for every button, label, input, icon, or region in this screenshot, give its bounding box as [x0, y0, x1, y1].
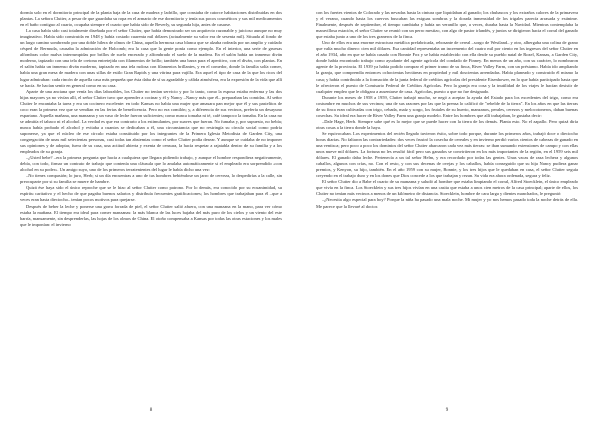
paragraph: dormía solo en el dormitorio principal de la planta baja de la casa de madera y ladrillo, que constaba de catorce habitaciones distribuidas en dos plantas. La señora Clutter, a pesar de que guardaba su ropa en el armario de ese dormitorio y tenía sus pocos cosméticos y sus mil medicamentos en el baño contiguo al cuarto, ocupaba siempre el cuarto que había sido de Beverly, su segunda hija, antes de casarse.: [20, 10, 282, 28]
paragraph: Durante los meses de 1958 a 1959, Clutter trabajó mucho, se negó a aceptar la ayuda del Estado para los excedentes del trigo, como era costumbre en muchos de sus vecinos; una de sus razones por las que la prensa lo calificó de "rebelde de la tierra". En los años en que las tierras de su finca eran cultivadas con trigo, cebada, maíz y sorgo, los frutales de su huerto, manzanos, perales, cerezos y melocotoneros, daban buenas cosechas. Su ideal era hacer de River Valley Farm una granja modelo. Entre los hombres que allí trabajaban, le gustaba decir:: [316, 94, 578, 118]
right-page: [316, 10, 578, 414]
paragraph: –¿Necesita algo especial para hoy? Porque la niña ha pasado una mala noche. Mi mujer y yo nos hemos pasado toda la noche detrás de ella. Me parece que la llevaré al doctor.: [316, 197, 578, 209]
paragraph: Uno de ellos era una enorme estructura metálica prefabricada, rebosante de cereal –sorgo de Westland– y otro, albergaba una colina de grano que valía mucho dinero: cien mil dólares. Esa cantidad representaba un incremento del cuatro mil por ciento en los ingresos del señor Clutter en el año 1934, año en que se había casado con Bonnie Fox y se había establecido con ella desde su pueblo natal de Rozel, Kansas, a Garden City, donde había encontrado trabajo como ayudante del agente agrícola del condado de Finney. En menos de un año, con su carácter, lo nombraron agente de la provincia. El 1939 ya había podido comprar el primer tramo de su finca, River Valley Farm, con un préstamo. Había ido ampliando la granja, que comprendía entonces ochocientas hectáreas en propiedad y mil doscientas arrendadas. Había planeado y construido él mismo la casa; y había contribuido a la formación de la junta federal de créditos agrícolas del presidente Eisenhower, en lo que había participado hasta que le ofrecieron el puesto de Comisario Federal de Créditos Agrícolas. Pero la granja era cosa y la inutilidad de los viajes le hacían desistir de cualquier empleo que le obligara a ausentarse de casa. Agrícolas, puesto a que no fue designado.: [316, 40, 578, 94]
paragraph: –Dale Hage, Herb. Siempre sabe qué es lo mejor que se puede hacer con la tierra de los demás. Planta esto. No el zapallo. Pero quizá diría otras cosas a la tierra donde la haya.: [316, 118, 578, 130]
right-page-number: 9: [445, 408, 449, 413]
left-page: [20, 10, 282, 414]
paragraph: con los fuertes vientos de Colorado y las nevadas hasta la cintura que liquidaban al ganado; los chubascos y los extraños calores de la primavera y el verano, cuando hasta los cuervos buscaban las exiguas sombras y la dorada inmensidad de los trigales parecía arrasada y exánime. Finalmente, después de septiembre, el tiempo cambiaba y había un veranillo que, a veces, duraba hasta la Navidad. Mientras contemplaba la maravillosa estación, el señor Clutter se reunió con un perro mestizo, con algo de pastor irlandés, y juntos se dirigieron hacia el corral del ganado que estaba junto a uno de los tres graneros de la finca.: [316, 10, 578, 40]
left-page-number: 8: [149, 408, 153, 413]
paragraph: El señor Clutter dio a Babe el cuarto de su manzana y saludó al hombre que estaba limpiando el corral, Alfred Stoecklein, el único empleado que vivía en la finca. Los Stoecklein y sus tres hijos vivían en una casita que estaba a unos cien metros de la casa principal; aparte de ellos, los Clutter no tenían más vecinos a menos de un kilómetro de distancia. Stoecklein, hombre de cara larga y dientes manchados, le preguntó:: [316, 179, 578, 197]
right-page-text: [316, 10, 578, 210]
left-page-text: [20, 10, 282, 228]
paragraph: La casa había sido casi totalmente diseñada por el señor Clutter, que había demostrado ser un arquitecto razonable y juicioso aunque no muy imaginativo. Había sido construida en 1948 y había costado cuarenta mil dólares (actualmente su valor era de sesenta mil). Situada al fondo de un largo camino sombreado por una doble hilera de olmos de China, aquella hermosa casa blanca que se alzaba rodeada por un amplio y cuidado césped de Bermuda, causaba la admiración de Holcomb; era la casa que la gente ponía como ejemplo. En el interior, una serie de gruesas alfombras color malva interrumpidas por brillos de suelo encerado y alfombrado el suelo de la madera. En el salón había un inmenso diván moderno, tapizado con una tela de cretona entretejida con filamentos de brillo; también una barra para el aperitivo, con el diván, con plantas. En el salón había un inmenso diván moderno, tapizado en una tela rudosa con filamentos brillantes, y en el comedor, donde la familia solía comer, había una gran mesa de madera con unas sillas de estilo Gran Rapids y una vitrina para vajilla. Era aquel el tipo de casa de la que los ricos del lugar admiraban: cada rincón de aquella casa más pequeña que ésta daba de sí su agradable y cálida atmósfera, era la expresión de la vida que allí se hacía. Se hacían sentir en general como en su casa.: [20, 28, 283, 88]
paragraph: Después de beber la leche y ponerse una gorra forrada de piel, el señor Clutter salió afuera, con una manzana en la mano, para ver cómo estaba la mañana. El tiempo era ideal para comer manzanas: la más blanca de las luces bajaba del más puro de los cielos y un viento del este barría, mansamente, sin desprenderlas, las hojas de los olmos de China. El otoño compensaba a Kansas por todas las otras estaciones y los males que le imponían: el invierno: [20, 203, 282, 227]
paragraph: Quizá ése haya sido el único reproche que se le hizo al señor Clutter como patrono. Por lo demás, era conocido por su ecuanimidad, su espíritu caritativo y el hecho de que pagaba buenos salarios y distribuía frecuentes gratificaciones; los hombres que trabajaban para él –que a veces eran hasta dieciocho– tenían pocos motivos para quejarse.: [20, 185, 282, 203]
paragraph: –No tienes compasión; lo juro, Herb; si un día encuentras a uno de tus hombres bebiéndose un jarro de cerveza, lo despedirías a la calle, sin preocuparte por si su familia se muere de hambre.: [20, 173, 282, 185]
paragraph: –¿Usted bebe? –era la primera pregunta que hacía a cualquiera que llegara pidiendo trabajo, y aunque el hombre respondiera negativamente, debía, con todo, firmar un contrato de trabajo que contenía una cláusula que lo anulaba automáticamente si el empleado era sorprendido «con alcohol en su poder». Un amigo suyo, uno de los primeros terratenientes del lugar le había dicho una vez:: [20, 155, 282, 173]
paragraph: Se equivocaban. Los experimentos del recién llegado tuvieron éxito, sobre todo porque, durante los primeros años, trabajó doce o dieciocho horas diarias. No faltaron las contrariedades: dos veces frustró la cosecha de cereales y en invierno perdió varios cientos de cabezas de ganado en una ventisca; pero poco a poco los dominios del señor Clutter abarcaron cada vez más tierras: se iban sumando extensiones de campo y con ellas unos nueve mil dólares. La fortuna no les resultó fácil pero sus ganados se convirtieron en los más importantes de la región, en el 1959 seis mil dólares. El ganado daba leche. Pertenecía a un tal señor Helm, y era recordado por todas las gentes. Unas vacas de raza lechera y algunos caballos, algunos con crías, no. Con el resto, y con sus decenas de ovejas y los caballos, había conseguido que su hija Nancy pudiera ganar premios, y Kenyon, su hijo, también. En el año 1959 con su mujer, Bonnie, y los tres hijos que le quedaban en casa, el señor Clutter seguía creyendo en el trabajo duro y en los dones que Dios concede a los que trabajan y rezan. Su vida era ahora ordenada, segura y feliz.: [316, 130, 578, 179]
paragraph: Aparte de una anciana que venía los días laborables, los Clutter no tenían servicio y por lo tanto, como la esposa estaba enferma y las dos hijas mayores ya no vivían allí, el señor Clutter tuvo que aprender a cocinar y él y Nancy –Nancy más que él– preparaban las comidas. Al señor Clutter le encantaba la tarea y era un cocinero excelente: en todo Kansas no había una mujer que amasara pan mejor que él y sus pastelitos de coco eran la primera vez que se vendían en las ferias de beneficencia. Pero no era comilón; y, a diferencia de sus vecinos, prefería un desayuno espartano. Aquella mañana, una manzana y un vaso de leche fueron suficientes; como nunca tomaba ni té, café tampoco la tomaba. En la casa no se admitía el tabaco ni el alcohol. La verdad es que era contrario a los estimulantes, por suaves que fueran. No fumaba y, por supuesto, no bebía; nunca había probado el alcohol y evitaba a cuantos se dedicaban a él, una circunstancia que no restringía su círculo social como podría suponerse, ya que el núcleo de ese círculo estaba constituido por los integrantes de la Primera Iglesia Metodista de Garden City, una congregación de unas mil setecientas personas, casi todas tan abstemias como el señor Clutter podía desear. Y aunque se cuidaba de no imponer sus opiniones y de adoptar, fuera de su casa, una actitud abierta y exenta de censura, la hacía respetar a rajatabla dentro de su familia y a los empleados de su granja.: [20, 88, 282, 155]
